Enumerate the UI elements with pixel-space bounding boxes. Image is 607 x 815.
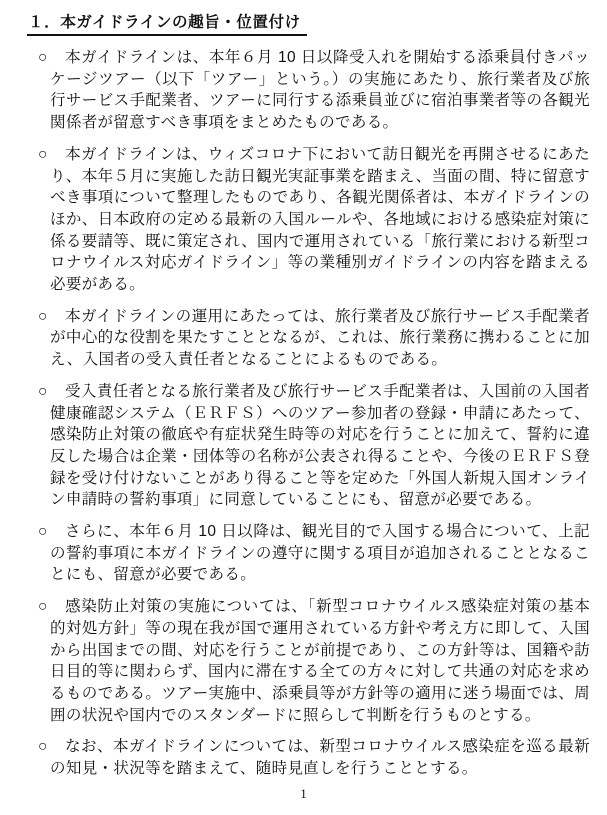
paragraph-text: 感染防止対策の実施については、「新型コロナウイルス感染症対策の基本的対処方針」等の現在我が国で運用されている方針や考え方に即して、入国から出国までの間、対応を行うことが前提であり、この方針等は、国籍や訪日目的等に関わらず、国内に滞在する全ての方々に対して共通の対応を求めるものである。ツアー実施中、添乗員等が方針等の適用に迷う場面では、周囲の状況や国内でのスタンダードに照らして判断を行うものとする。 — [50, 598, 590, 724]
circle-bullet: ○ — [38, 738, 48, 756]
paragraph-text: 本ガイドラインは、本年６月 10 日以降受入れを開始する添乗員付きパッケージツアー（以下「ツアー」という。）の実施にあたり、旅行業者及び旅行サービス手配業者、ツアーに同行する添乗員並びに宿泊事業者等の各観光関係者が留意すべき事項をまとめたものである。 — [50, 49, 590, 132]
circle-bullet: ○ — [38, 382, 48, 400]
paragraph-7 — [38, 736, 590, 779]
paragraph-6 — [38, 596, 590, 726]
paragraph-5 — [38, 521, 590, 586]
circle-bullet: ○ — [38, 49, 48, 66]
paragraph-text: さらに、本年６月 10 日以降は、観光目的で入国する場合について、上記の誓約事項に本ガイドラインの遵守に関する項目が追加されることとなることにも、留意が必要である。 — [50, 523, 590, 584]
circle-bullet: ○ — [38, 307, 48, 325]
paragraph-3 — [38, 306, 590, 371]
paragraph-text: なお、本ガイドラインについては、新型コロナウイルス感染症を巡る最新の知見・状況等を踏まえて、随時見直しを行うこととする。 — [50, 738, 590, 778]
paragraph-1 — [38, 47, 590, 134]
paragraph-text: 受入責任者となる旅行業者及び旅行サービス手配業者は、入国前の入国者健康確認システム（ＥＲＦＳ）へのツアー参加者の登録・申請にあたって、感染防止対策の徹底や有症状発生時等の対応を行うことに加えて、誓約に違反した場合は企業・団体等の名称が公表され得ることや、今後のＥＲＦＳ登録を受け付けないことがあり得ること等を定めた「外国人新規入国オンライン申請時の誓約事項」に同意していることにも、留意が必要である。 — [50, 382, 590, 509]
paragraph-2 — [38, 144, 590, 296]
circle-bullet: ○ — [38, 145, 48, 163]
circle-bullet: ○ — [38, 523, 48, 541]
paragraph-text: 本ガイドラインの運用にあたっては、旅行業者及び旅行サービス手配業者が中心的な役割を果たすこととなるが、これは、旅行業務に携わることに加え、入国者の受入責任者となることによるものである。 — [50, 307, 590, 369]
paragraph-4 — [38, 381, 590, 511]
page-number: 1 — [300, 786, 307, 801]
section-title: １．本ガイドラインの趣旨・位置付け — [27, 14, 307, 36]
circle-bullet: ○ — [38, 598, 48, 616]
paragraph-text: 本ガイドラインは、ウィズコロナ下において訪日観光を再開させるにあたり、本年５月に実施した訪日観光実証事業を踏まえ、当面の間、特に留意すべき事項について整理したものであり、各観光関係者は、本ガイドラインのほか、日本政府の定める最新の入国ルールや、各地域における感染症対策に係る要請等、既に策定され、国内で運用されている「旅行業における新型コロナウイルス対応ガイドライン」等の業種別ガイドラインの内容を踏まえる必要がある。 — [50, 145, 590, 294]
